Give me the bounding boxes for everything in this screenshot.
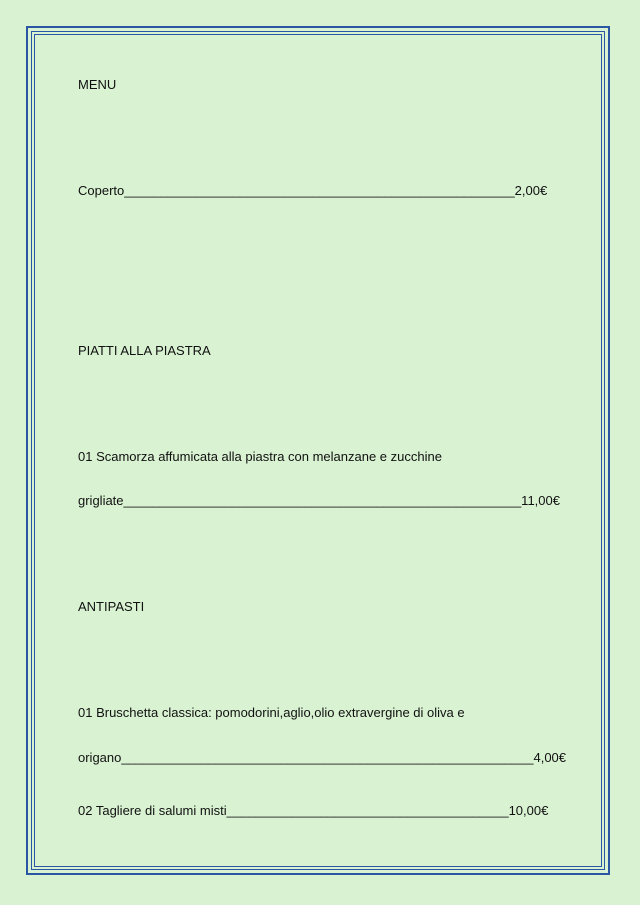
section-heading-antipasti: ANTIPASTI: [78, 599, 145, 614]
antipasti-item-1-line-1: 01 Bruschetta classica: pomodorini,aglio,olio extravergine di oliva e: [78, 705, 465, 720]
section-heading-piastra: PIATTI ALLA PIASTRA: [78, 343, 211, 358]
antipasti-item-2: 02 Tagliere di salumi misti_______________________________________10,00€: [78, 803, 549, 818]
coperto-line: Coperto______________________________________________________2,00€: [78, 183, 548, 198]
antipasti-item-1-line-2: origano_________________________________________________________4,00€: [78, 750, 567, 765]
piastra-item-1-line-2: grigliate_______________________________________________________11,00€: [78, 493, 560, 508]
piastra-item-1-line-1: 01 Scamorza affumicata alla piastra con melanzane e zucchine: [78, 449, 442, 464]
menu-title: MENU: [78, 77, 117, 92]
